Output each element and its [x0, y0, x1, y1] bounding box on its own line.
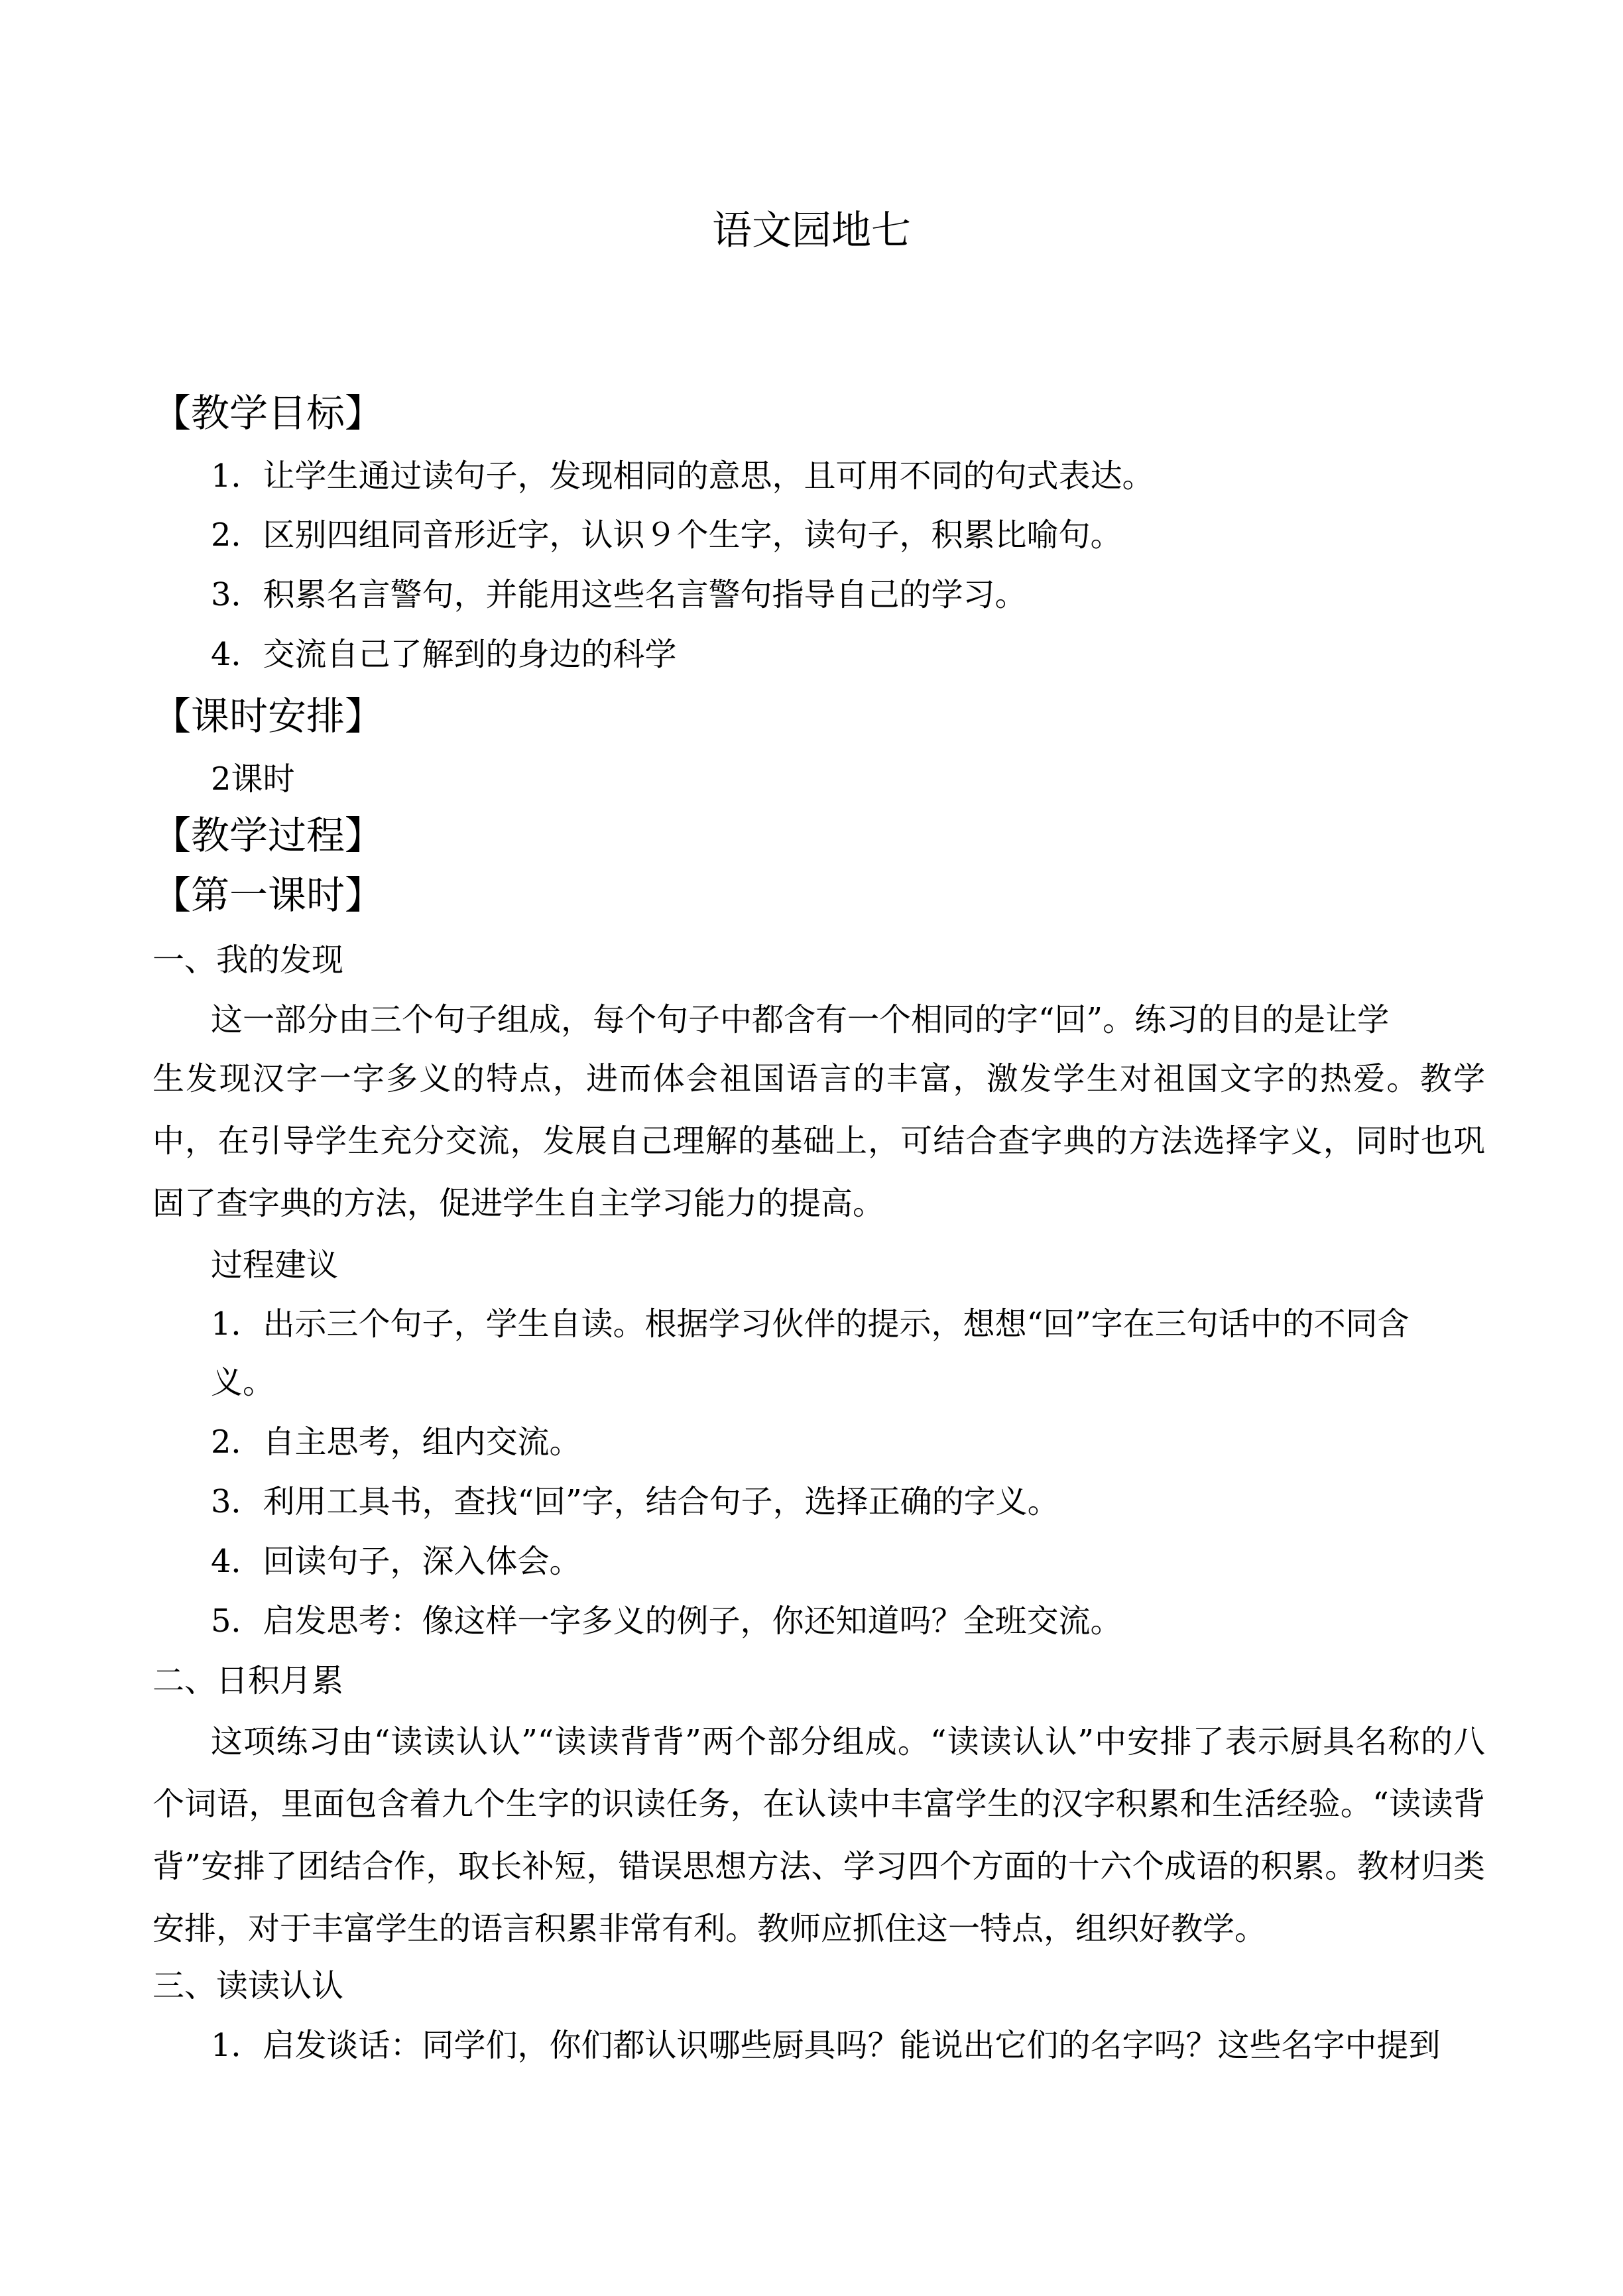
goal-item: 3．积累名言警句，并能用这些名言警句指导自己的学习。 — [211, 576, 1027, 613]
section-heading-process: 【教学过程】 — [152, 813, 384, 858]
step-item: 1．启发谈话：同学们，你们都认识哪些厨具吗？能说出它们的名字吗？这些名字中提到 — [211, 2027, 1441, 2064]
paragraph: 生发现汉字一字多义的特点，进而体会祖国语言的丰富，激发学生对祖国文字的热爱。教学中，在引导学生充分交流，发展自己理解的基础上，可结合查字典的方法选择字义，同时也巩固了查字典的方法，促进学生自主学习能力的提高。 — [152, 1060, 1485, 1222]
section-heading-goals: 【教学目标】 — [152, 391, 384, 436]
step-item: 2．自主思考，组内交流。 — [211, 1423, 581, 1461]
part-heading-accumulation: 二、日积月累 — [152, 1662, 344, 1699]
section-heading-first-lesson: 【第一课时】 — [152, 873, 384, 918]
step-item: 3．利用工具书，查找“回”字，结合句子，选择正确的字义。 — [211, 1483, 1059, 1520]
schedule-text: 2课时 — [211, 760, 295, 798]
paragraph-line: 这一部分由三个句子组成，每个句子中都含有一个相同的字“回”。练习的目的是让学 — [211, 1001, 1390, 1038]
step-item: 1．出示三个句子，学生自读。根据学习伙伴的提示，想想“回”字在三句话中的不同含 — [211, 1305, 1410, 1343]
part-heading-discovery: 一、我的发现 — [152, 941, 344, 979]
step-item: 5．启发思考：像这样一字多义的例子，你还知道吗？全班交流。 — [211, 1602, 1122, 1640]
page-title: 语文园地七 — [712, 208, 911, 254]
goal-item: 2．区别四组同音形近字，认识９个生字，读句子，积累比喻句。 — [211, 516, 1122, 554]
section-heading-schedule: 【课时安排】 — [152, 694, 384, 739]
subheading-suggestions: 过程建议 — [211, 1246, 339, 1284]
goal-item: 1．让学生通过读句子，发现相同的意思，且可用不同的句式表达。 — [211, 457, 1154, 495]
part-heading-read-recognize: 三、读读认认 — [152, 1967, 344, 2004]
step-item-continued: 义。 — [211, 1364, 275, 1401]
paragraph: 这项练习由“读读认认”“读读背背”两个部分组成。“读读认认”中安排了表示厨具名称的八个词语，里面包含着九个生字的识读任务，在认读中丰富学生的汉字积累和生活经验。“读读背背”安排了团结合作，取长补短，错误思想方法、学习四个方面的十六个成语的积累。教材归类安排，对于丰富学生的语言积累非常有利。教师应抓住这一特点，组织好教学。 — [152, 1723, 1485, 1947]
goal-item: 4．交流自己了解到的身边的科学 — [211, 636, 677, 673]
step-item: 4．回读句子，深入体会。 — [211, 1543, 581, 1580]
